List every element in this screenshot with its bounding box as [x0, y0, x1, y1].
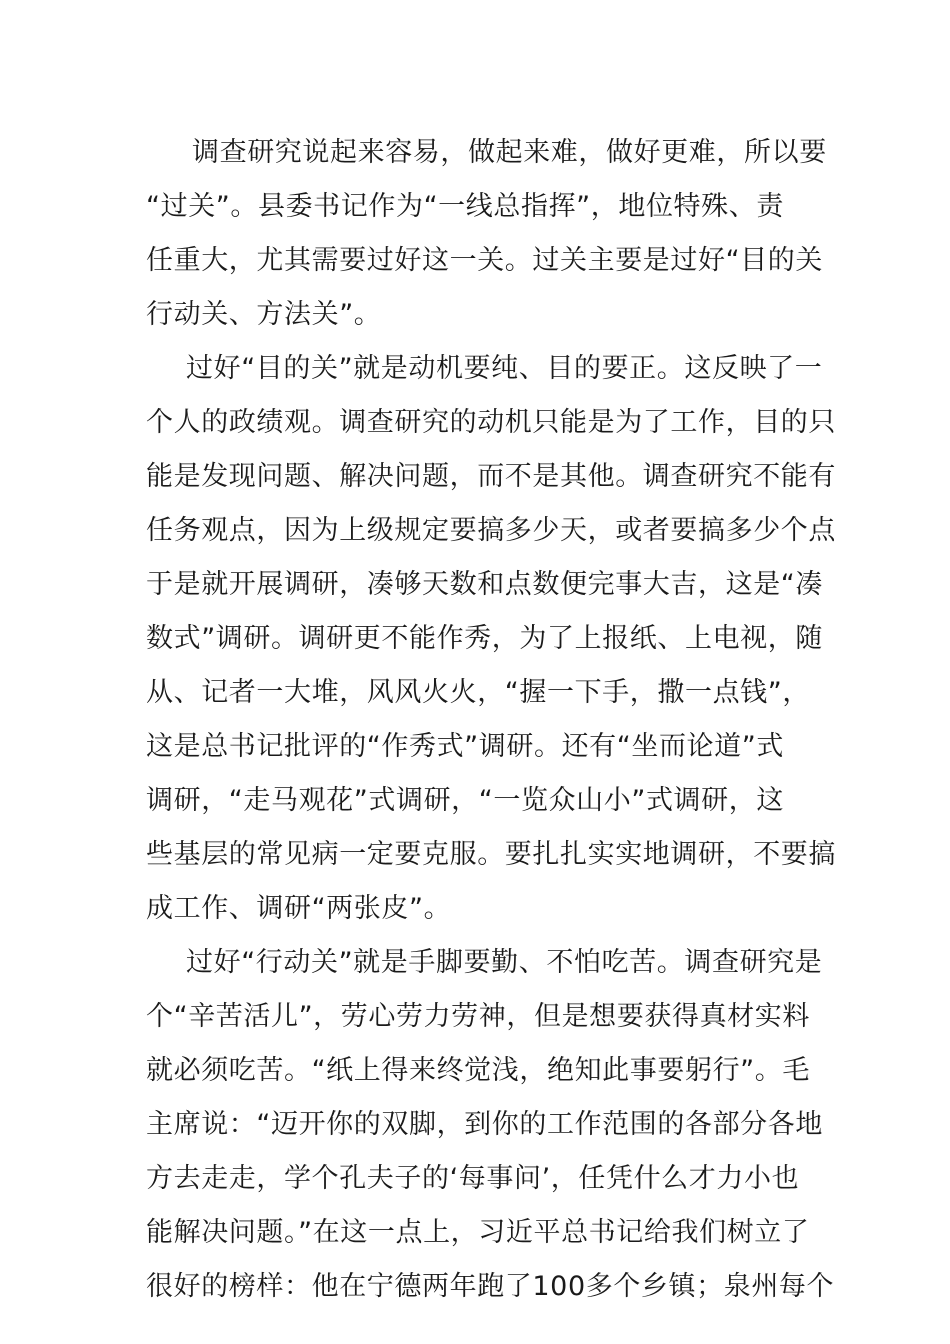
- paragraph-2: [146, 342, 836, 936]
- text-line: 主席说：“迈开你的双脚，到你的工作范围的各部分各地: [146, 1109, 823, 1140]
- text-line: 些基层的常见病一定要克服。要扎扎实实地调研，不要搞: [146, 839, 836, 870]
- text-line: 于是就开展调研，凑够天数和点数便完事大吉，这是“凑: [146, 569, 823, 600]
- text-line: 过好“行动关”就是手脚要勤、不怕吃苦。调查研究是: [186, 947, 823, 978]
- text-line: “过关”。县委书记作为“一线总指挥”，地位特殊、责: [146, 191, 784, 222]
- text-line: 能解决问题。”在这一点上，习近平总书记给我们树立了: [146, 1217, 810, 1248]
- text-line: 行动关、方法关”。: [146, 299, 382, 330]
- paragraph-1: [146, 126, 827, 342]
- text-line: 这是总书记批评的“作秀式”调研。还有“坐而论道”式: [146, 731, 784, 762]
- text-line: 成工作、调研“两张皮”。: [146, 893, 452, 924]
- text-line: 任重大，尤其需要过好这一关。过关主要是过好“目的关: [146, 245, 823, 276]
- text-line: 任务观点，因为上级规定要搞多少天，或者要搞多少个点: [146, 515, 836, 546]
- text-line: 个人的政绩观。调查研究的动机只能是为了工作，目的只: [146, 407, 836, 438]
- text-line: 调查研究说起来容易，做起来难，做好更难，所以要: [192, 137, 827, 168]
- paragraph-3: [146, 936, 835, 1314]
- text-line: 数式”调研。调研更不能作秀，为了上报纸、上电视，随: [146, 623, 823, 654]
- text-line: 很好的榜样：他在宁德两年跑了100多个乡镇；泉州每个: [146, 1271, 835, 1302]
- text-line: 方去走走，学个孔夫子的‘每事问’，任凭什么才力小也: [146, 1163, 800, 1194]
- text-line: 能是发现问题、解决问题，而不是其他。调查研究不能有: [146, 461, 836, 492]
- text-line: 调研，“走马观花”式调研，“一览众山小”式调研，这: [146, 785, 784, 816]
- document-body: [146, 126, 836, 1314]
- text-line: 个“辛苦活儿”，劳心劳力劳神，但是想要获得真材实料: [146, 1001, 810, 1032]
- text-line: 过好“目的关”就是动机要纯、目的要正。这反映了一: [186, 353, 823, 384]
- text-line: 从、记者一大堆，风风火火，“握一下手，撒一点钱”，: [146, 677, 810, 708]
- text-line: 就必须吃苦。“纸上得来终觉浅，绝知此事要躬行”。毛: [146, 1055, 810, 1086]
